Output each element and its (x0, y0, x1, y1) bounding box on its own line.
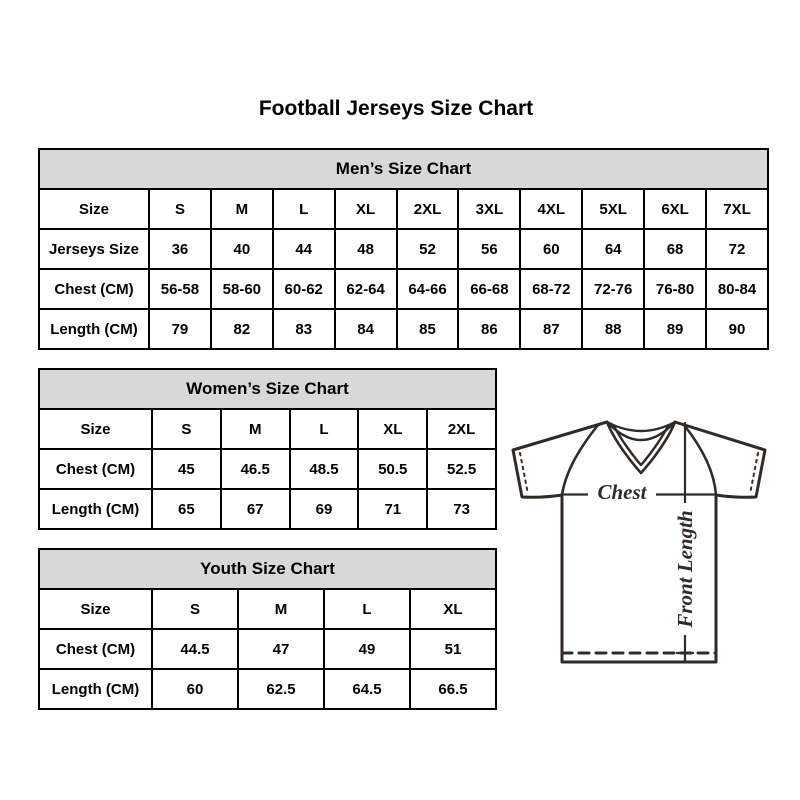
value-cell: 51 (410, 629, 496, 669)
value-cell: 56-58 (149, 269, 211, 309)
row-label-cell: Length (CM) (39, 669, 152, 709)
value-cell: 7XL (706, 189, 768, 229)
mens-table-row (39, 229, 768, 269)
value-cell: 72-76 (582, 269, 644, 309)
womens-table-row (39, 489, 496, 529)
row-label-cell: Length (CM) (39, 489, 152, 529)
value-cell: L (290, 409, 359, 449)
value-cell: 72 (706, 229, 768, 269)
value-cell: 64 (582, 229, 644, 269)
value-cell: 67 (221, 489, 290, 529)
value-cell: 71 (358, 489, 427, 529)
womens-table-row (39, 409, 496, 449)
value-cell: 88 (582, 309, 644, 349)
value-cell: 84 (335, 309, 397, 349)
value-cell: 46.5 (221, 449, 290, 489)
value-cell: 87 (520, 309, 582, 349)
value-cell: 89 (644, 309, 706, 349)
value-cell: XL (335, 189, 397, 229)
row-label-cell: Chest (CM) (39, 269, 149, 309)
value-cell: 47 (238, 629, 324, 669)
value-cell: 68 (644, 229, 706, 269)
row-label-cell: Size (39, 589, 152, 629)
page-title: Football Jerseys Size Chart (258, 97, 534, 120)
value-cell: 79 (149, 309, 211, 349)
value-cell: 60-62 (273, 269, 335, 309)
value-cell: 45 (152, 449, 221, 489)
value-cell: 2XL (397, 189, 459, 229)
value-cell: M (221, 409, 290, 449)
value-cell: 76-80 (644, 269, 706, 309)
value-cell: 48 (335, 229, 397, 269)
row-label-cell: Chest (CM) (39, 449, 152, 489)
value-cell: 90 (706, 309, 768, 349)
row-label-cell: Length (CM) (39, 309, 149, 349)
value-cell: 62-64 (335, 269, 397, 309)
value-cell: 65 (152, 489, 221, 529)
value-cell: 4XL (520, 189, 582, 229)
value-cell: L (273, 189, 335, 229)
value-cell: L (324, 589, 410, 629)
value-cell: 73 (427, 489, 496, 529)
row-label-cell: Size (39, 189, 149, 229)
value-cell: 60 (520, 229, 582, 269)
value-cell: 52 (397, 229, 459, 269)
row-label-cell: Chest (CM) (39, 629, 152, 669)
value-cell: 58-60 (211, 269, 273, 309)
mens-size-table (38, 148, 769, 350)
row-label-cell: Jerseys Size (39, 229, 149, 269)
value-cell: 3XL (458, 189, 520, 229)
youth-table-title: Youth Size Chart (39, 549, 496, 589)
value-cell: M (238, 589, 324, 629)
value-cell: 56 (458, 229, 520, 269)
front-length-measure-label: Front Length (673, 510, 697, 628)
value-cell: 85 (397, 309, 459, 349)
value-cell: 60 (152, 669, 238, 709)
value-cell: 64.5 (324, 669, 410, 709)
value-cell: 80-84 (706, 269, 768, 309)
value-cell: 52.5 (427, 449, 496, 489)
value-cell: 2XL (427, 409, 496, 449)
value-cell: 5XL (582, 189, 644, 229)
value-cell: 50.5 (358, 449, 427, 489)
chest-measure-label: Chest (597, 480, 647, 504)
mens-table-row (39, 189, 768, 229)
value-cell: S (149, 189, 211, 229)
value-cell: 68-72 (520, 269, 582, 309)
value-cell: S (152, 409, 221, 449)
value-cell: 66-68 (458, 269, 520, 309)
value-cell: XL (410, 589, 496, 629)
mens-table-row (39, 269, 768, 309)
value-cell: M (211, 189, 273, 229)
mens-table-title: Men’s Size Chart (39, 149, 768, 189)
womens-size-table (38, 368, 497, 530)
value-cell: 66.5 (410, 669, 496, 709)
value-cell: 83 (273, 309, 335, 349)
value-cell: 44 (273, 229, 335, 269)
youth-table-row (39, 629, 496, 669)
youth-size-table (38, 548, 497, 710)
value-cell: 48.5 (290, 449, 359, 489)
youth-table-row (39, 589, 496, 629)
mens-table-row (39, 309, 768, 349)
value-cell: S (152, 589, 238, 629)
womens-table-row (39, 449, 496, 489)
value-cell: 40 (211, 229, 273, 269)
row-label-cell: Size (39, 409, 152, 449)
value-cell: XL (358, 409, 427, 449)
jersey-outline (513, 422, 765, 662)
value-cell: 49 (324, 629, 410, 669)
jersey-measurement-diagram (495, 395, 795, 695)
value-cell: 62.5 (238, 669, 324, 709)
value-cell: 44.5 (152, 629, 238, 669)
value-cell: 69 (290, 489, 359, 529)
womens-table-title: Women’s Size Chart (39, 369, 496, 409)
value-cell: 82 (211, 309, 273, 349)
value-cell: 6XL (644, 189, 706, 229)
right-armhole-seam (684, 425, 716, 495)
value-cell: 64-66 (397, 269, 459, 309)
youth-table-row (39, 669, 496, 709)
value-cell: 36 (149, 229, 211, 269)
value-cell: 86 (458, 309, 520, 349)
